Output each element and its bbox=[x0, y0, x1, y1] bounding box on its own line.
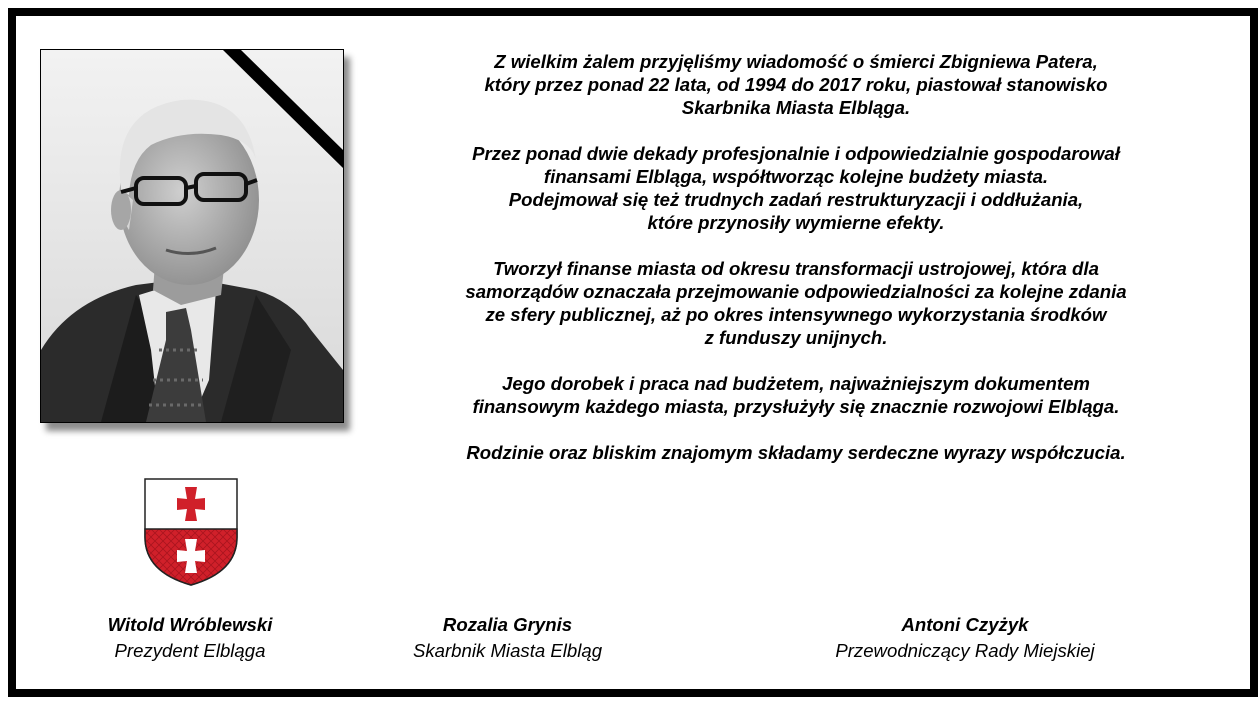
message-paragraph-5: Rodzinie oraz bliskim znajomym składamy serdeczne wyrazy współczucia. bbox=[466, 442, 1126, 463]
elblag-coat-of-arms-icon bbox=[143, 477, 239, 587]
message-paragraph-3: Tworzył finanse miasta od okresu transformacji ustrojowej, która dla samorządów oznaczała przejmowanie odpowiedzialności za kolejne zdania ze sfery publicznej, aż po okres intensywnego wykorzystania środków z funduszy unijnych. bbox=[465, 258, 1127, 348]
signature-name: Antoni Czyżyk bbox=[901, 614, 1029, 635]
signature-council-chair bbox=[760, 612, 1170, 664]
signature-name: Rozalia Grynis bbox=[442, 614, 573, 635]
portrait-photo bbox=[40, 49, 344, 423]
signature-role: Przewodniczący Rady Miejskiej bbox=[835, 640, 1095, 661]
signature-name: Witold Wróblewski bbox=[107, 614, 273, 635]
message-paragraph-4: Jego dorobek i praca nad budżetem, najważniejszym dokumentem finansowym każdego miasta, przysłużyły się znacznie rozwojowi Elbląga. bbox=[472, 373, 1120, 417]
message-paragraph-2: Przez ponad dwie dekady profesjonalnie i odpowiedzialnie gospodarował finansami Elbląga, współtworząc kolejne budżety miasta. Podejmował się też trudnych zadań restrukturyzacji i oddłużania, które przynosiły wymierne efekty. bbox=[472, 143, 1120, 233]
message-paragraph-1: Z wielkim żalem przyjęliśmy wiadomość o śmierci Zbigniewa Patera, który przez ponad 22 lata, od 1994 do 2017 roku, piastował stanowisko Skarbnika Miasta Elbląga. bbox=[484, 51, 1108, 118]
signature-president bbox=[60, 612, 320, 664]
signature-role: Skarbnik Miasta Elbląg bbox=[412, 640, 603, 661]
condolence-message bbox=[372, 50, 1220, 487]
signature-treasurer bbox=[370, 612, 645, 664]
portrait-illustration bbox=[41, 50, 343, 422]
signature-role: Prezydent Elbląga bbox=[114, 640, 266, 661]
